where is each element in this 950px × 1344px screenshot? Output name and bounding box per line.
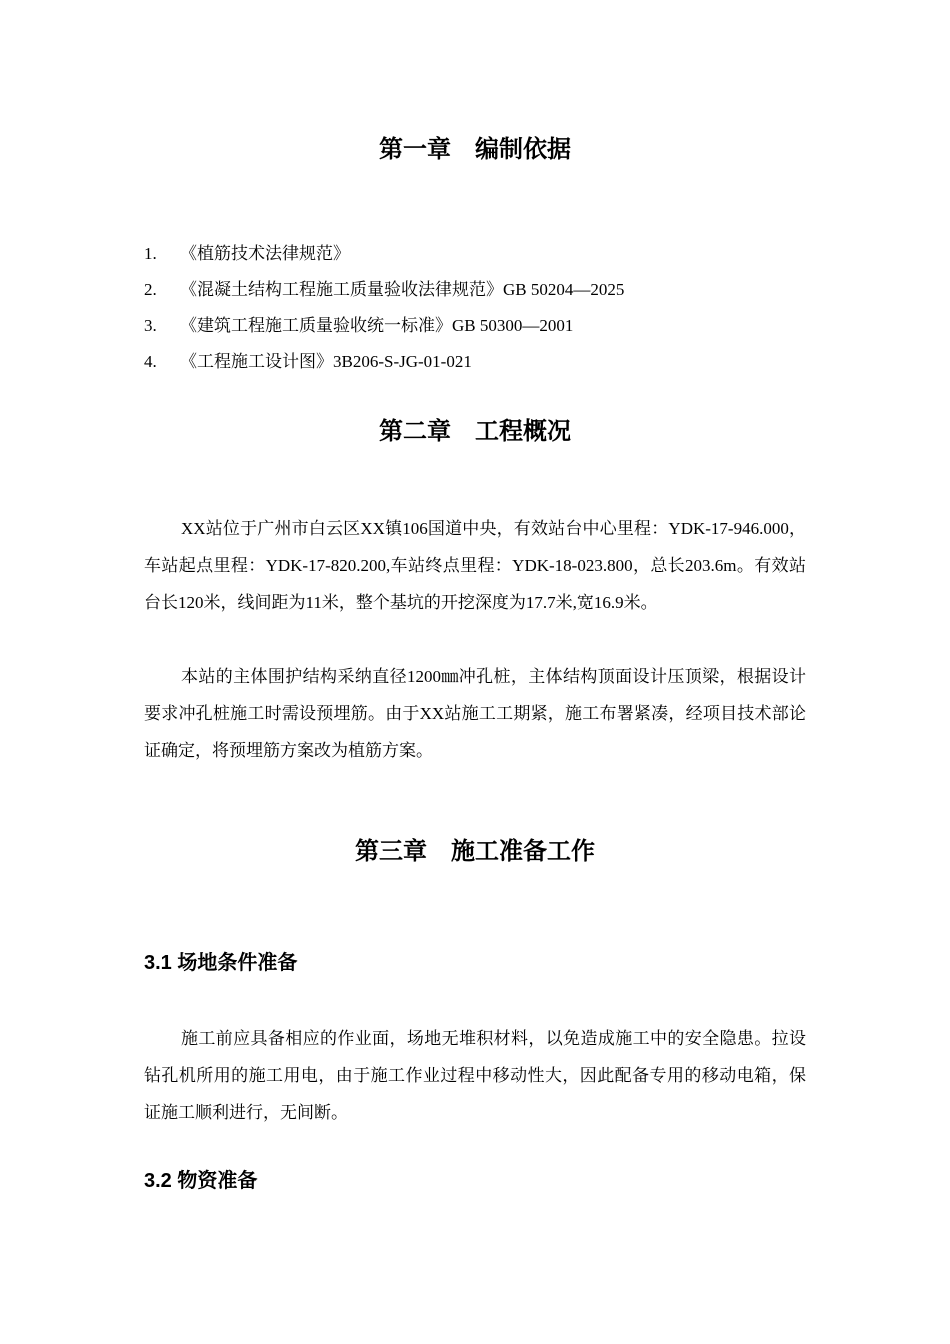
reference-item	[144, 236, 624, 272]
reference-item	[144, 272, 624, 308]
reference-text: 《工程施工设计图》3B206-S-JG-01-021	[180, 352, 472, 371]
reference-item	[144, 344, 624, 380]
site-preparation-paragraph: 施工前应具备相应的作业面，场地无堆积材料，以免造成施工中的安全隐患。拉设钻孔机所用的施工用电，由于施工作业过程中移动性大，因此配备专用的移动电箱，保证施工顺利进行，无间断。	[144, 1029, 806, 1122]
chapter-1-title: 第一章 编制依据	[379, 136, 571, 163]
reference-item	[144, 308, 624, 344]
reference-text: 《建筑工程施工质量验收统一标准》GB 50300—2001	[180, 316, 574, 335]
reference-number: 4.	[144, 352, 157, 371]
reference-number: 2.	[144, 280, 157, 299]
reference-text: 《植筋技术法律规范》	[180, 244, 350, 263]
reference-number: 3.	[144, 316, 157, 335]
chapter-2-title: 第二章 工程概况	[379, 418, 571, 445]
section-3-1-title: 3.1 场地条件准备	[144, 952, 298, 974]
section-3-2-title: 3.2 物资准备	[144, 1170, 258, 1192]
reference-number: 1.	[144, 244, 157, 263]
reference-list	[144, 236, 624, 380]
overview-paragraph-2: 本站的主体围护结构采纳直径1200㎜冲孔桩，主体结构顶面设计压顶梁，根据设计要求冲孔桩施工时需设预埋筋。由于XX站施工工期紧，施工布署紧凑，经项目技术部论证确定，将预埋筋方案改为植筋方案。	[144, 667, 806, 760]
chapter-3-title: 第三章 施工准备工作	[355, 838, 595, 865]
reference-text: 《混凝土结构工程施工质量验收法律规范》GB 50204—2025	[180, 280, 625, 299]
overview-paragraph-1: XX站位于广州市白云区XX镇106国道中央，有效站台中心里程：YDK-17-946.000，车站起点里程：YDK-17-820.200,车站终点里程：YDK-18-023.800，总长203.6m。有效站台长120米，线间距为11米，整个基坑的开挖深度为17.7米,宽16.9米。	[144, 519, 806, 612]
